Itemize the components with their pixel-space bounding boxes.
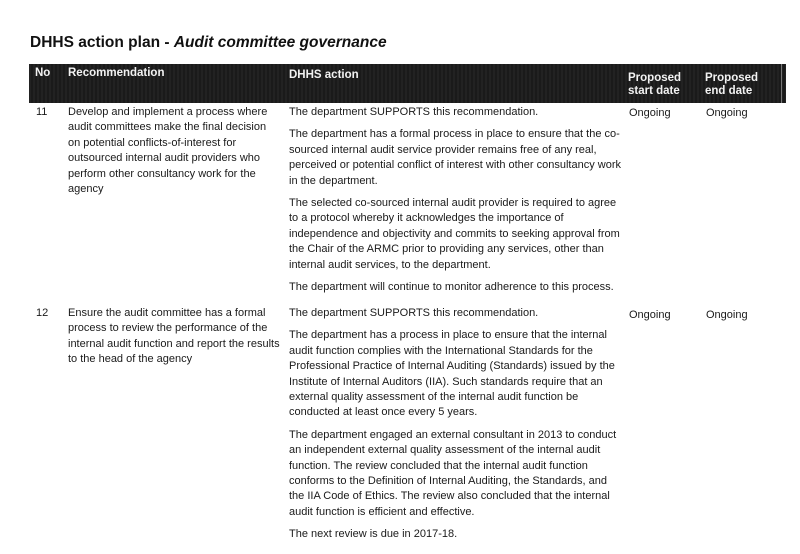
title-main: DHHS action plan -	[30, 34, 174, 51]
end-date: Ongoing	[706, 107, 748, 119]
action-text	[289, 306, 621, 550]
header-action: DHHS action	[289, 69, 359, 81]
row-number: 12	[36, 307, 49, 319]
title-subtitle: Audit committee governance	[173, 34, 387, 51]
recommendation-text: Ensure the audit committee has a formal process to review the performance of the internal audit function and report the results to the head of the agency	[68, 307, 280, 366]
header-start-date: Proposed start date	[628, 72, 682, 97]
action-paragraph: The department has a process in place to ensure that the internal audit function complies with the International Standards for the Professional Practice of Internal Auditing (Standards) issued by the Institute of Internal Auditors (IIA). Such standards require that an external quality assessment of the internal audit function be conducted at least once every 5 years.	[289, 329, 615, 419]
action-paragraph: The next review is due in 2017-18.	[289, 528, 458, 541]
action-paragraph: The department has a formal process in place to ensure that the co-sourced internal audit service provider remains free of any real, perceived or potential conflict of interest with other consultancy work in the department.	[289, 128, 621, 187]
table-header	[29, 64, 786, 103]
action-paragraph: The department engaged an external consultant in 2013 to conduct an independent external quality assessment of the internal audit function. The review concluded that the internal audit function conforms to the Definition of Internal Auditing, the Standards, and the IIA Code of Ethics. The review also concluded that the internal audit function is efficient and effective.	[289, 428, 617, 518]
header-recommendation: Recommendation	[68, 67, 165, 79]
header-divider	[781, 64, 782, 103]
row-number: 11	[36, 106, 48, 118]
recommendation-text: Develop and implement a process where audit committees make the final decision on potential conflicts-of-interest for outsourced internal audit providers who perform other consultancy work for the agency	[68, 106, 268, 196]
action-text	[289, 105, 621, 302]
page-title	[30, 34, 387, 52]
start-date: Ongoing	[629, 107, 671, 119]
start-date: Ongoing	[629, 309, 671, 321]
action-paragraph: The department SUPPORTS this recommendation.	[289, 307, 539, 319]
action-paragraph: The selected co-sourced internal audit provider is required to agree to a protocol whereby it acknowledges the importance of independence and objectivity and commits to seeking approval from the Chair of the ARMC prior to providing any services, other than internal audit services, to the department.	[289, 197, 620, 271]
header-end-date: Proposed end date	[705, 72, 759, 97]
end-date: Ongoing	[706, 309, 748, 321]
header-no: No	[35, 67, 51, 79]
action-paragraph: The department will continue to monitor adherence to this process.	[289, 281, 614, 294]
action-paragraph: The department SUPPORTS this recommendation.	[289, 106, 539, 118]
